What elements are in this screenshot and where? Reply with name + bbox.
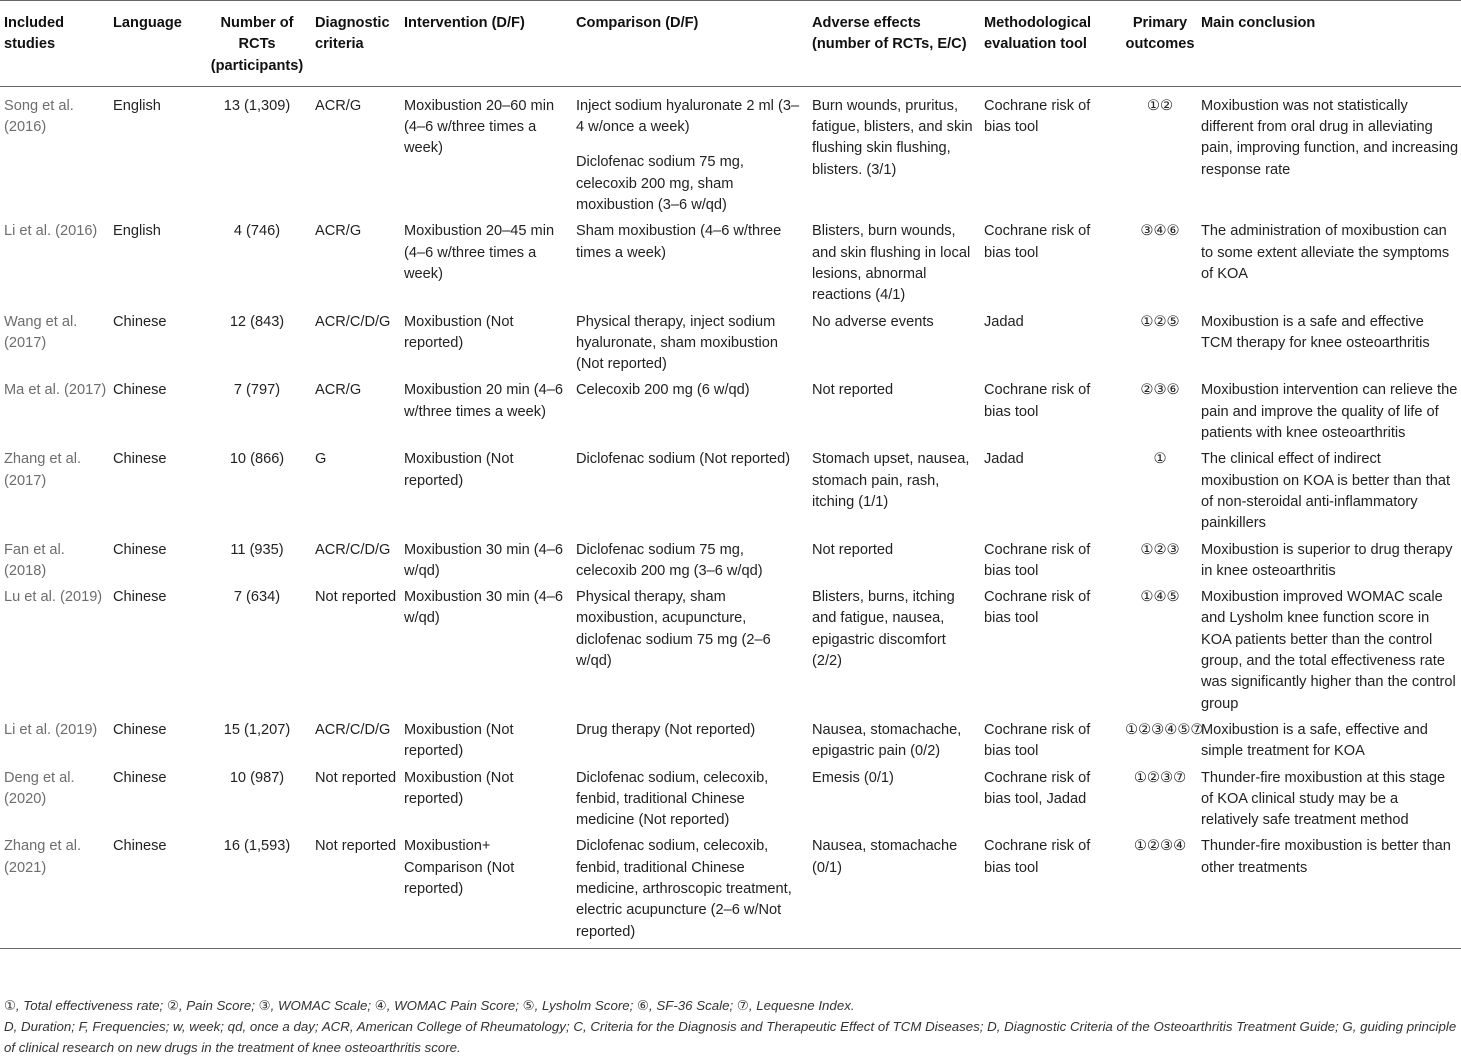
cell-outcomes: ①②③④ <box>1133 838 1187 855</box>
table-row <box>0 221 1461 311</box>
table-row <box>0 449 1461 539</box>
cell-criteria: G <box>315 451 327 468</box>
table-row <box>0 86 1461 138</box>
cell-study: Wang et al. (2017) <box>4 313 78 351</box>
header-main-conclusion: Main conclusion <box>1201 15 1316 31</box>
cell-adverse: Not reported <box>812 382 894 399</box>
cell-criteria: Not reported <box>315 589 397 606</box>
header-intervention: Intervention (D/F) <box>404 15 525 31</box>
cell-conclusion: Thunder-fire moxibustion is better than other treatments <box>1201 838 1451 876</box>
footnote-abbreviations: D, Duration; F, Frequencies; w, week; qd, once a day; ACR, American College of Rheumatology; C, Criteria for the Diagnosis and Therapeutic Effect of TCM Diseases; D, Diagnostic Criteria of the Osteoarthritis Treatment Guide; G, guiding principle of clinical research on new drugs in the treatment of knee osteoarthritis score. <box>4 1018 1457 1055</box>
footnote-outcome-legend: ①, Total effectiveness rate; ②, Pain Score; ③, WOMAC Scale; ④, WOMAC Pain Score; ⑤, Lysholm Score; ⑥, SF-36 Scale; ⑦, Lequesne Index. <box>4 998 855 1013</box>
header-language: Language <box>113 15 182 31</box>
cell-tool: Cochrane risk of bias tool <box>984 589 1091 627</box>
cell-outcomes: ① <box>1153 451 1167 468</box>
cell-criteria: ACR/C/D/G <box>315 313 391 330</box>
cell-comparison: Celecoxib 200 mg (6 w/qd) <box>576 382 750 399</box>
cell-study: Ma et al. (2017) <box>4 382 107 399</box>
cell-study: Li et al. (2019) <box>4 721 98 738</box>
cell-intervention: Moxibustion+ Comparison (Not reported) <box>404 838 515 897</box>
table-header-row <box>0 1 1461 87</box>
cell-adverse: Nausea, stomachache, epigastric pain (0/2) <box>812 721 962 760</box>
cell-tool: Cochrane risk of bias tool <box>984 223 1091 261</box>
cell-conclusion: Moxibustion intervention can relieve the pain and improve the quality of life of patients with knee osteoarthritis <box>1201 382 1458 442</box>
cell-intervention: Moxibustion (Not reported) <box>404 721 514 760</box>
cell-outcomes: ②③⑥ <box>1140 382 1180 399</box>
cell-conclusion: Moxibustion is a safe and effective TCM therapy for knee osteoarthritis <box>1201 313 1430 351</box>
cell-rcts: 10 (866) <box>229 451 285 468</box>
cell-comparison: Physical therapy, inject sodium hyaluronate, sham moxibustion (Not reported) <box>576 313 778 373</box>
cell-conclusion: Moxibustion improved WOMAC scale and Lysholm knee function score in KOA patients better than the control group, and the total effectiveness rate was significantly higher than the control group <box>1201 589 1456 712</box>
cell-criteria: ACR/G <box>315 97 362 114</box>
cell-criteria: ACR/G <box>315 382 362 399</box>
cell-outcomes: ①②③ <box>1140 541 1180 558</box>
cell-tool: Jadad <box>984 451 1024 468</box>
header-methodological-tool: Methodological evaluation tool <box>984 15 1092 53</box>
header-number-of-rcts: Number of RCTs (participants) <box>210 15 304 74</box>
cell-tool: Cochrane risk of bias tool, Jadad <box>984 769 1091 807</box>
cell-conclusion: The administration of moxibustion can to some extent alleviate the symptoms of KOA <box>1201 223 1450 282</box>
cell-adverse: Blisters, burn wounds, and skin flushing in local lesions, abnormal reactions (4/1) <box>812 223 971 304</box>
cell-outcomes: ①② <box>1146 97 1174 114</box>
cell-rcts: 13 (1,309) <box>223 97 291 114</box>
cell-intervention: Moxibustion 20 min (4–6 w/three times a week) <box>404 382 563 420</box>
cell-outcomes: ①②⑤ <box>1140 313 1180 330</box>
cell-language: English <box>113 223 161 240</box>
cell-tool: Cochrane risk of bias tool <box>984 541 1091 579</box>
cell-adverse: Emesis (0/1) <box>812 769 894 786</box>
cell-language: Chinese <box>113 589 167 606</box>
cell-study: Zhang et al. (2021) <box>4 838 82 876</box>
cell-adverse: Nausea, stomachache (0/1) <box>812 838 958 876</box>
cell-intervention: Moxibustion (Not reported) <box>404 769 514 807</box>
cell-language: Chinese <box>113 541 167 558</box>
cell-conclusion: Moxibustion is a safe, effective and simple treatment for KOA <box>1201 721 1428 760</box>
cell-comparison: Diclofenac sodium 75 mg, celecoxib 200 mg, sham moxibustion (3–6 w/qd) <box>576 154 744 214</box>
cell-criteria: ACR/C/D/G <box>315 721 391 738</box>
cell-adverse: Not reported <box>812 541 894 558</box>
cell-study: Lu et al. (2019) <box>4 589 103 606</box>
cell-tool: Cochrane risk of bias tool <box>984 838 1091 876</box>
cell-tool: Cochrane risk of bias tool <box>984 97 1091 136</box>
header-included-studies: Included studies <box>4 15 64 53</box>
table-row <box>0 540 1461 588</box>
header-diagnostic-criteria: Diagnostic criteria <box>315 15 390 53</box>
cell-language: Chinese <box>113 769 167 786</box>
cell-intervention: Moxibustion 30 min (4–6 w/qd) <box>404 541 563 579</box>
cell-rcts: 7 (797) <box>233 382 281 399</box>
cell-rcts: 10 (987) <box>229 769 285 786</box>
cell-language: Chinese <box>113 382 167 399</box>
cell-conclusion: Thunder-fire moxibustion at this stage of KOA clinical study may be a relatively safe treatment method <box>1201 769 1446 829</box>
cell-rcts: 11 (935) <box>230 541 284 558</box>
cell-conclusion: Moxibustion is superior to drug therapy in knee osteoarthritis <box>1201 541 1453 579</box>
header-adverse-effects: Adverse effects (number of RCTs, E/C) <box>812 15 967 53</box>
cell-adverse: Burn wounds, pruritus, fatigue, blisters, and skin flushing skin flushing, blisters. (3/1) <box>812 97 973 178</box>
cell-adverse: Blisters, burns, itching and fatigue, nausea, epigastric discomfort (2/2) <box>812 589 955 670</box>
cell-comparison: Physical therapy, sham moxibustion, acupuncture, diclofenac sodium 75 mg (2–6 w/qd) <box>576 589 771 670</box>
cell-adverse: Stomach upset, nausea, stomach pain, rash, itching (1/1) <box>812 451 970 510</box>
table-footnotes <box>4 996 1459 1058</box>
cell-criteria: Not reported <box>315 769 397 786</box>
cell-criteria: ACR/G <box>315 223 362 240</box>
cell-tool: Cochrane risk of bias tool <box>984 721 1091 760</box>
cell-intervention: Moxibustion (Not reported) <box>404 313 514 351</box>
cell-tool: Jadad <box>984 313 1024 330</box>
cell-study: Song et al. (2016) <box>4 97 74 136</box>
cell-comparison: Inject sodium hyaluronate 2 ml (3–4 w/once a week) <box>576 97 800 136</box>
cell-criteria: Not reported <box>315 838 397 855</box>
cell-study: Deng et al. (2020) <box>4 769 75 807</box>
cell-intervention: Moxibustion 30 min (4–6 w/qd) <box>404 589 563 627</box>
cell-comparison: Sham moxibustion (4–6 w/three times a week) <box>576 223 782 261</box>
header-primary-outcomes: Primary outcomes <box>1125 15 1195 53</box>
cell-tool: Cochrane risk of bias tool <box>984 382 1091 420</box>
cell-comparison: Diclofenac sodium, celecoxib, fenbid, traditional Chinese medicine (Not reported) <box>576 769 769 829</box>
table-row <box>0 312 1461 381</box>
table-row <box>0 768 1461 837</box>
cell-rcts: 4 (746) <box>233 223 281 240</box>
cell-adverse: No adverse events <box>812 313 934 330</box>
header-comparison: Comparison (D/F) <box>576 15 699 31</box>
cell-criteria: ACR/C/D/G <box>315 541 391 558</box>
cell-study: Zhang et al. (2017) <box>4 451 82 489</box>
cell-comparison: Drug therapy (Not reported) <box>576 721 756 738</box>
cell-rcts: 12 (843) <box>229 313 285 330</box>
cell-study: Fan et al. (2018) <box>4 541 65 579</box>
cell-conclusion: The clinical effect of indirect moxibustion on KOA is better than that of non-steroidal anti-inflammatory painkillers <box>1201 451 1451 532</box>
cell-study: Li et al. (2016) <box>4 223 98 240</box>
cell-outcomes: ①②③④⑤⑦ <box>1125 721 1204 738</box>
cell-language: Chinese <box>113 838 167 855</box>
cell-language: Chinese <box>113 313 167 330</box>
table-row <box>0 380 1461 449</box>
cell-language: Chinese <box>113 451 167 468</box>
cell-language: English <box>113 97 161 114</box>
cell-outcomes: ①②③⑦ <box>1133 769 1187 786</box>
cell-rcts: 7 (634) <box>233 589 281 606</box>
cell-language: Chinese <box>113 721 167 738</box>
cell-rcts: 15 (1,207) <box>223 721 291 738</box>
table-row <box>0 836 1461 948</box>
cell-intervention: Moxibustion (Not reported) <box>404 451 514 489</box>
cell-comparison: Diclofenac sodium, celecoxib, fenbid, traditional Chinese medicine, arthroscopic treatment, electric acupuncture (2–6 w/Not reported) <box>576 838 792 940</box>
cell-outcomes: ①④⑤ <box>1140 589 1180 606</box>
cell-conclusion: Moxibustion was not statistically different from oral drug in alleviating pain, improving function, and increasing response rate <box>1201 97 1459 178</box>
table-row <box>0 720 1461 768</box>
cell-rcts: 16 (1,593) <box>223 838 291 855</box>
cell-intervention: Moxibustion 20–45 min (4–6 w/three times a week) <box>404 223 555 282</box>
cell-comparison: Diclofenac sodium 75 mg, celecoxib 200 mg (3–6 w/qd) <box>576 541 763 579</box>
cell-comparison: Diclofenac sodium (Not reported) <box>576 451 791 468</box>
table-row <box>0 587 1461 720</box>
cell-outcomes: ③④⑥ <box>1140 223 1180 240</box>
cell-intervention: Moxibustion 20–60 min (4–6 w/three times a week) <box>404 97 555 157</box>
